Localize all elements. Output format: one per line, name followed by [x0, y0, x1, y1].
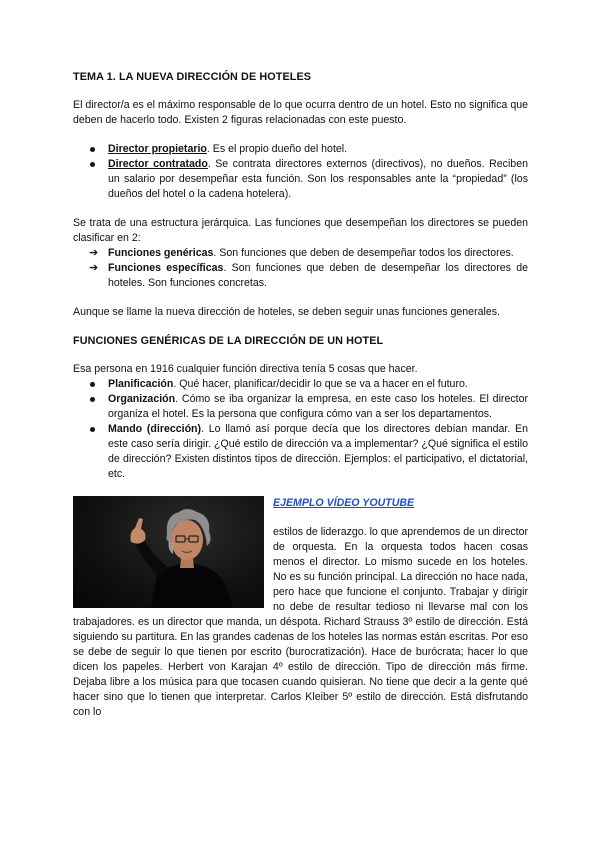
term: Organización [108, 393, 176, 405]
term: Funciones genéricas [108, 247, 214, 259]
list-item [73, 377, 528, 392]
figures-list [73, 142, 528, 202]
item-text: . Cómo se iba organizar la empresa, en este caso los hoteles. El director organiza el hotel. Es la persona que configura cómo van a ser los departamentos. [108, 393, 528, 420]
functions-list [73, 246, 528, 291]
video-description: estilos de liderazgo. lo que aprendemos de un director de orquesta. En la orquesta todos hacen cosas menos el director. Lo mismo sucede en los hoteles. No es su función principal. La dirección no hace nada, pero hace que funcione el conjunto. Trabajar y dirigir no debe de resultar tedioso ni llevarse mal con los trabajadores. es un director que manda, un déspota. Richard Strauss 3º estilo de dirección. Está siguiendo su partitura. En las grandes cadenas de los hoteles las normas están escritas. Por eso se debe de seguir lo que tienen por escrito (burocratización). Hace de burócrata; hacer lo que dicen los papeles. Herbert von Karajan 4º estilo de dirección. Tipo de dirección más firme. Dejaba libre a los música para que tocasen cuando quisieran. No tiene que decir a la gente qué hacer sino que lo tienen que interpretar. Carlos Kleiber 5º estilo de dirección. Está disfrutando con lo [73, 526, 528, 718]
section-title: FUNCIONES GENÉRICAS DE LA DIRECCIÓN DE UN HOTEL [73, 335, 384, 347]
list-item [73, 392, 528, 422]
youtube-example-link[interactable]: EJEMPLO VÍDEO YOUTUBE [273, 497, 415, 509]
intro-paragraph: El director/a es el máximo responsable de lo que ocurra dentro de un hotel. Esto no significa que deben de hacerlo todo. Existen 2 figuras relacionadas con este puesto. [73, 99, 528, 126]
item-text: . Se contrata directores externos (directivos), no dueños. Reciben un salario por desempeñar esta función. Son los responsables ante la “propiedad” (los dueños del hotel o la cadena hotelera). [108, 158, 528, 200]
list-item [73, 142, 528, 157]
general-note: Aunque se llame la nueva dirección de hoteles, se deben seguir unas funciones generales. [73, 306, 500, 318]
bullet-icon [90, 397, 95, 402]
speaker-photo [73, 496, 264, 608]
document-content [73, 70, 528, 720]
bullet-icon [90, 147, 95, 152]
item-text: . Es el propio dueño del hotel. [206, 143, 348, 155]
arrow-icon: ➔ [89, 262, 99, 274]
term: Funciones específicas [108, 262, 224, 274]
list-item [73, 422, 528, 482]
item-text: . Son funciones que deben de desempeñar los directores de hoteles. Son funciones concretas. [108, 262, 529, 289]
item-text: . Lo llamó así porque decía que los directores debían mandar. En este caso sería dirigir. ¿Qué estilo de dirección va a implementar? ¿Qué significa el estilo de dirección? Existen distintos tipos de dirección. Ejemplos: el participativo, el dictatorial, etc. [108, 423, 528, 480]
term: Director contratado [108, 158, 208, 170]
term: Director propietario [108, 143, 207, 155]
item-text: . Son funciones que deben de desempeñar todos los directores. [213, 247, 514, 259]
list-item [73, 261, 528, 291]
list-item [73, 157, 528, 202]
section-intro: Esa persona en 1916 cualquier función directiva tenía 5 cosas que hacer. [73, 363, 418, 375]
page-title: TEMA 1. LA NUEVA DIRECCIÓN DE HOTELES [73, 71, 312, 83]
video-section [73, 496, 528, 720]
bullet-icon [90, 427, 95, 432]
tasks-list [73, 377, 528, 482]
bullet-icon [90, 162, 95, 167]
bullet-icon [90, 382, 95, 387]
term: Mando (dirección) [108, 423, 202, 435]
structure-paragraph: Se trata de una estructura jerárquica. Las funciones que desempeñan los directores se pueden clasificar en 2: [73, 217, 528, 244]
item-text: . Qué hacer, planificar/decidir lo que se va a hacer en el futuro. [173, 378, 468, 390]
list-item [73, 246, 528, 261]
arrow-icon: ➔ [89, 247, 99, 259]
term: Planificación [108, 378, 174, 390]
